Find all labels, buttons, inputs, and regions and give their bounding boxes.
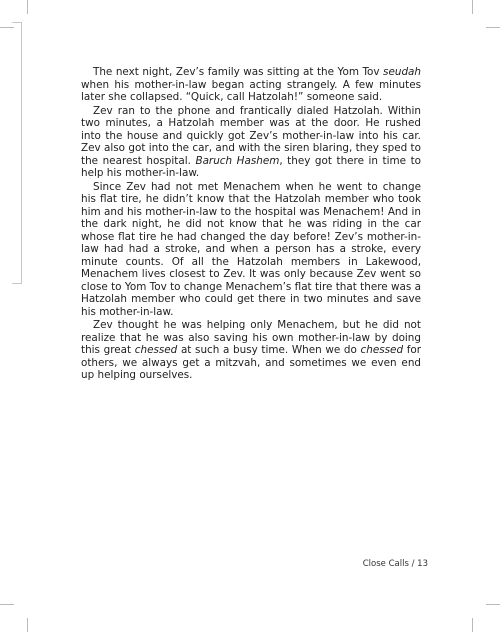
text-run: when his mother-in-law began acting strangely. A few minutes later she collapsed. “Quick, call Hatzolah!” someone said. — [81, 78, 421, 103]
story-paragraph — [81, 105, 421, 180]
running-footer: Close Calls / 13 — [362, 559, 428, 569]
crop-mark-bottom-right-vertical — [472, 618, 473, 632]
text-run: for others, we always get a mitzvah, and sometimes we even end up helping ourselves. — [81, 344, 421, 381]
italic-term: seudah — [383, 66, 421, 78]
crop-mark-bottom-left-horizontal — [0, 604, 14, 605]
text-run: Zev thought he was helping only Menachem, but he did not realize that he was also saving his own mother-in-law by doing this great — [81, 319, 421, 356]
crop-mark-top-right-horizontal — [486, 27, 500, 28]
story-paragraph — [81, 181, 421, 319]
text-run: at such a busy time. When we do — [177, 344, 361, 356]
story-paragraph — [81, 66, 421, 104]
crop-mark-top-left-vertical — [27, 0, 28, 14]
crop-mark-bottom-left-vertical — [27, 618, 28, 632]
text-run: , they got there in time to help his mother-in-law. — [81, 154, 421, 179]
text-run: The next night, Zev’s family was sitting at the Yom Tov — [93, 66, 384, 78]
story-paragraph — [81, 319, 421, 382]
page-edge-guide — [12, 22, 22, 284]
text-run: Zev ran to the phone and frantically dialed Hatzolah. Within two minutes, a Hatzolah member was at the door. He rushed into the house and quickly got Zev’s mother-in-law into his car. Zev also got into the car, and with the siren blaring, they sped to the nearest hospital. — [81, 104, 421, 167]
story-text — [81, 66, 421, 383]
italic-term: chessed — [134, 344, 178, 356]
crop-mark-top-right-vertical — [472, 0, 473, 14]
italic-term: Baruch Hashem — [195, 154, 280, 167]
text-run: Since Zev had not met Menachem when he went to change his flat tire, he didn’t know that the Hatzolah member who took him and his mother-in-law to the hospital was Menachem! And in the dark night, he did not know that he was riding in the car whose flat tire he had changed the day before! Zev’s mother-in-law had had a stroke, and when a person has a stroke, every minute counts. Of all the Hatzolah members in Lakewood, Menachem lives closest to Zev. It was only because Zev went so close to Yom Tov to change Menachem’s flat tire that there was a Hatzolah member who could get there in two minutes and save his mother-in-law. — [81, 180, 421, 318]
crop-mark-bottom-right-horizontal — [486, 604, 500, 605]
italic-term: chessed — [360, 344, 404, 356]
